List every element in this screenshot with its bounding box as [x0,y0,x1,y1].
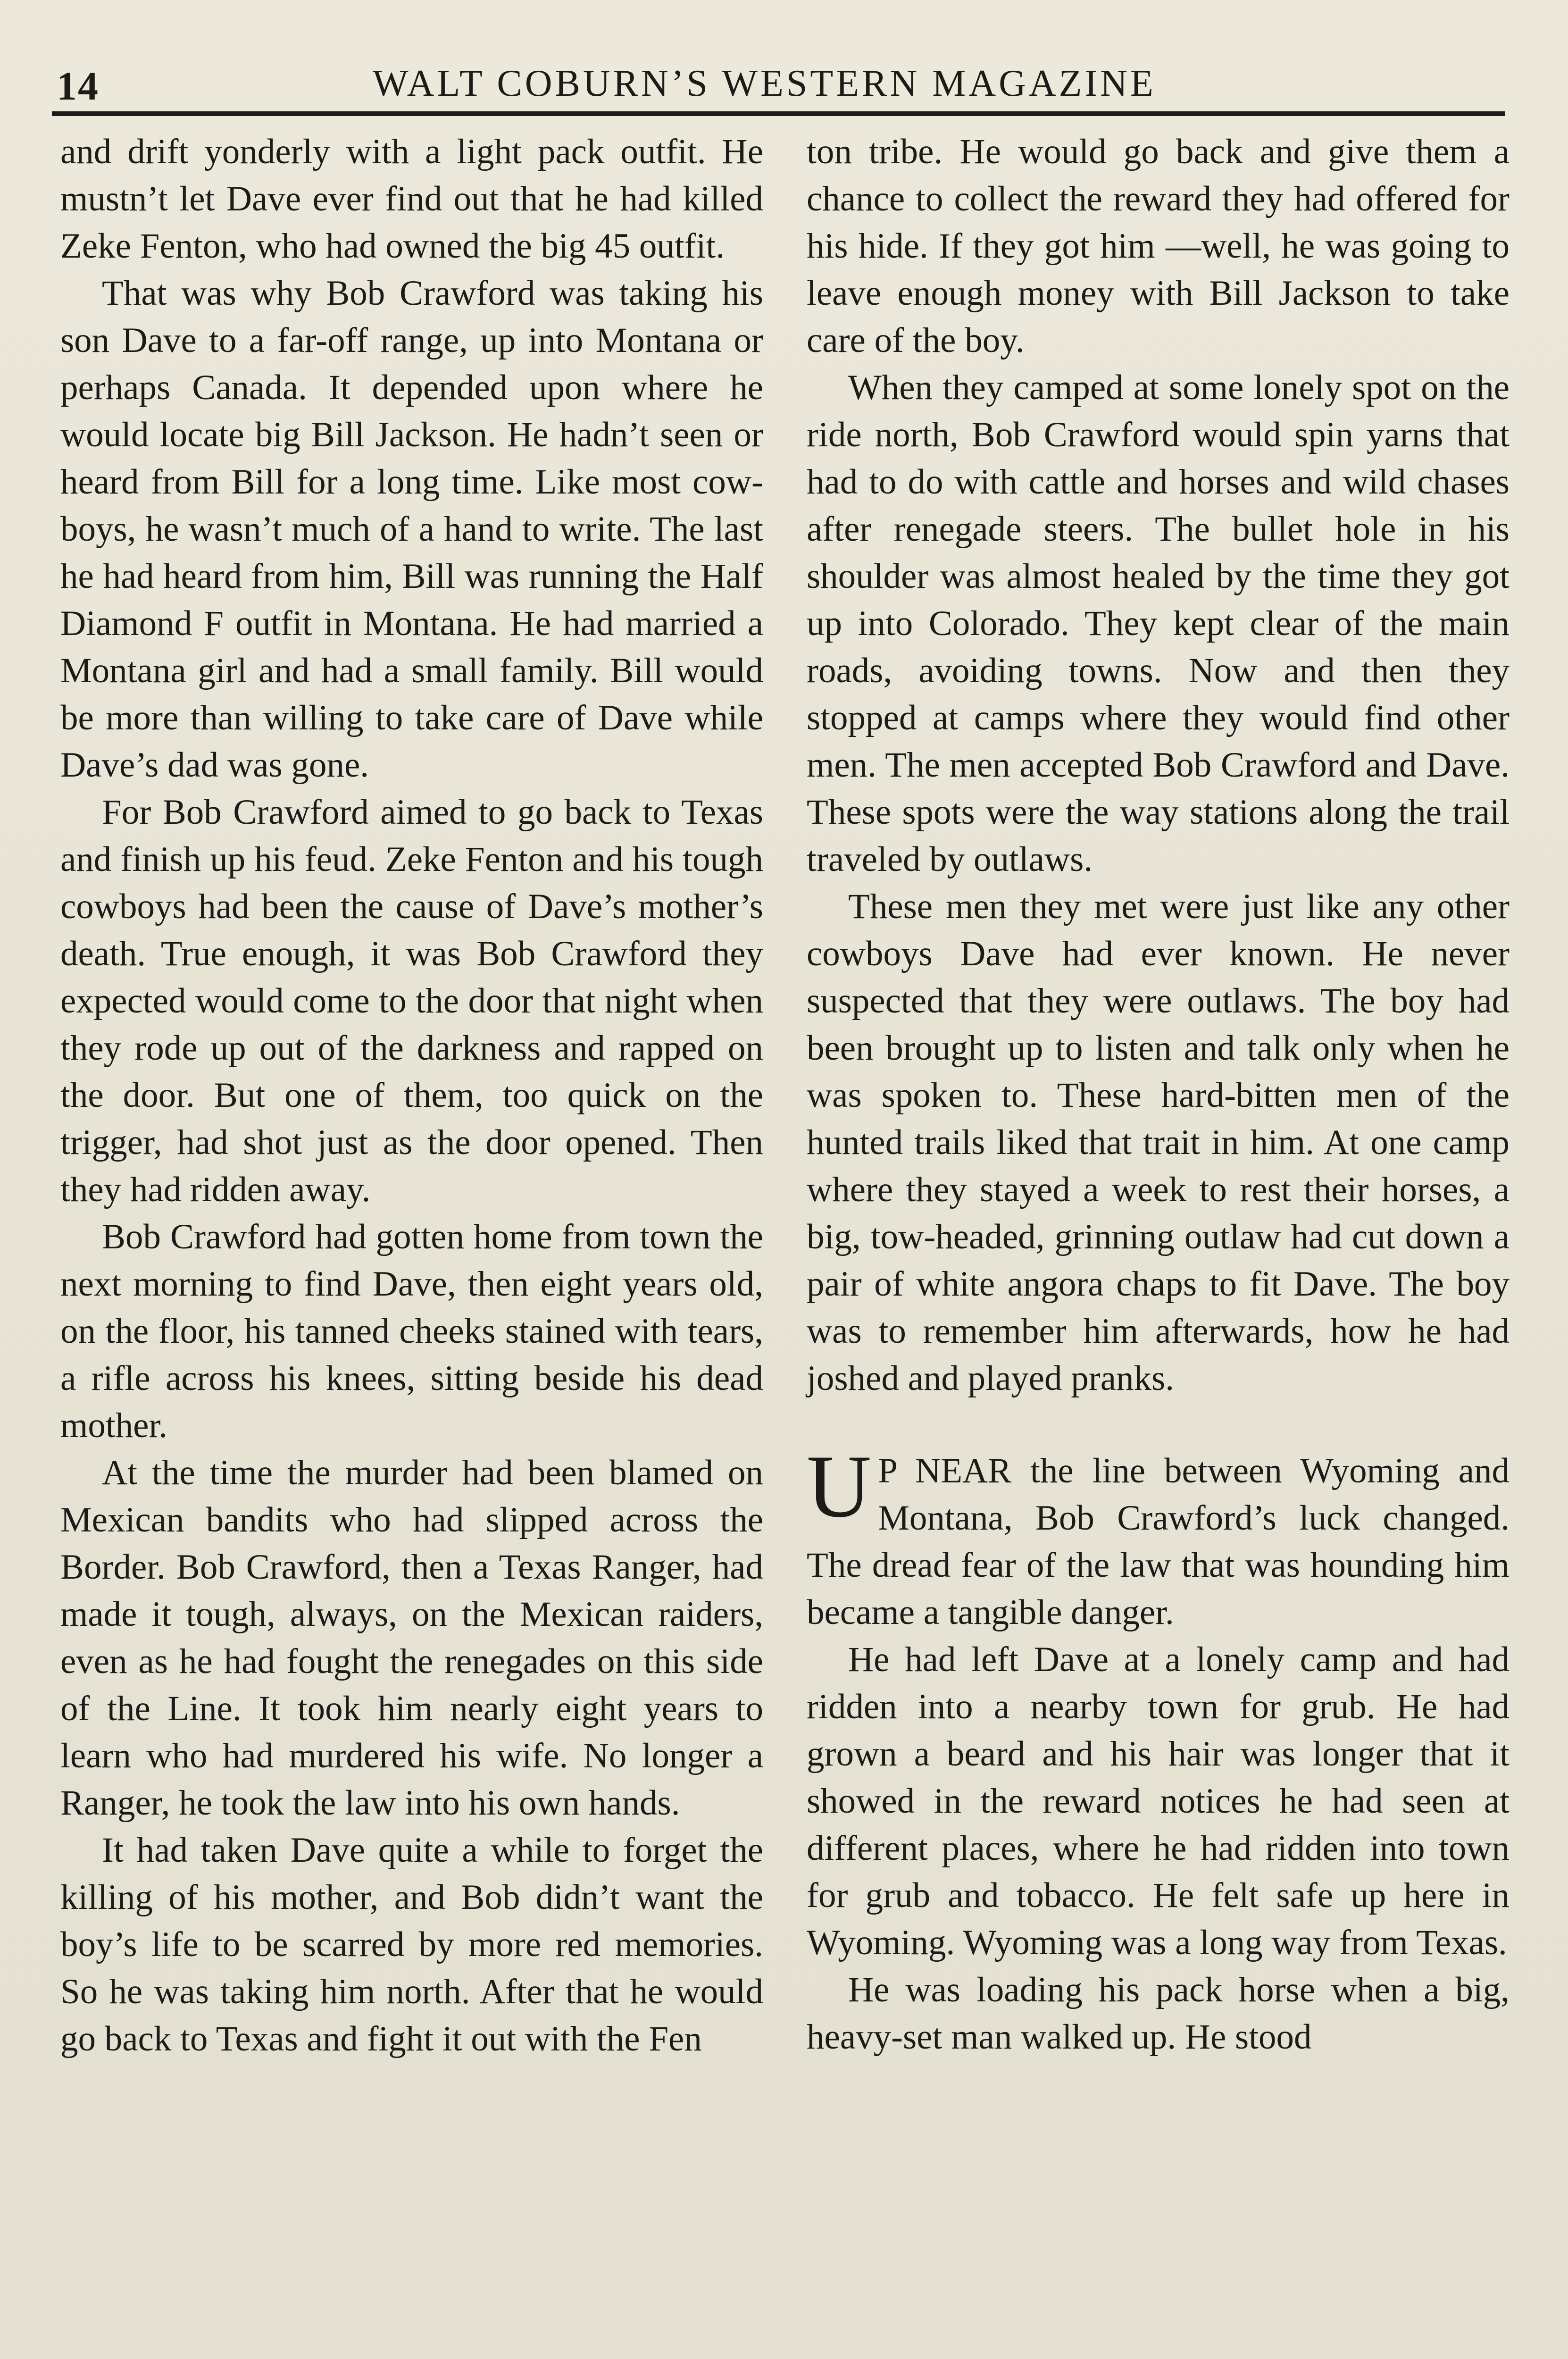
paragraph: That was why Bob Crawford was taking his son Dave to a far-off range, up into Montana or perhaps Canada. It depended upon where he would locate big Bill Jackson. He hadn’t seen or heard from Bill for a long time. Like most cowboys, he wasn’t much of a hand to write. The last he had heard from him, Bill was running the Half Diamond F outfit in Montana. He had married a Montana girl and had a small family. Bill would be more than willing to take care of Dave while Dave’s dad was gone. [60,274,763,785]
paragraph: and drift yonderly with a light pack outfit. He mustn’t let Dave ever find out that he had killed Zeke Fenton, who had owned the big 45 outfit. [60,132,763,266]
section-start-paragraph: UP NEAR the line between Wyoming and Montana, Bob Crawford’s luck changed. The dread fear of the law that was hounding him became a tangible danger. [807,1437,1510,1632]
paragraph: For Bob Crawford aimed to go back to Texas and finish up his feud. Zeke Fenton and his tough cowboys had been the cause of Dave’s mother’s death. True enough, it was Bob Crawford they expected would come to the door that night when they rode up out of the darkness and rapped on the door. But one of them, too quick on the trigger, had shot just as the door opened. Then they had ridden away. [60,793,763,1209]
paragraph: At the time the murder had been blamed on Mexican bandits who had slipped across the Border. Bob Crawford, then a Texas Ranger, had made it tough, always, on the Mexican raiders, even as he had fought the renegades on this side of the Line. It took him nearly eight years to learn who had murdered his wife. No longer a Ranger, he took the law into his own hands. [60,1453,763,1823]
magazine-title: WALT COBURN’S WESTERN MAGAZINE [373,63,1156,104]
page-header [52,56,1505,117]
paragraph: He had left Dave at a lonely camp and had ridden into a nearby town for grub. He had grown a beard and his hair was longer that it showed in the reward notices he had seen at different places, where he had ridden into town for grub and tobacco. He felt safe up here in Wyoming. Wyoming was a long way from Texas. [807,1640,1510,1962]
paragraph: He was loading his pack horse when a big, heavy-set man walked up. He stood [807,1970,1510,2057]
paragraph: ton tribe. He would go back and give them a chance to collect the reward they had offered for his hide. If they got him —well, he was going to leave enough money with Bill Jackson to take care of the boy. [807,132,1510,360]
paragraph: Bob Crawford had gotten home from town the next morning to find Dave, then eight years old, on the floor, his tanned cheeks stained with tears, a rifle across his knees, sitting beside his dead mother. [60,1217,763,1445]
paragraph: It had taken Dave quite a while to forget the killing of his mother, and Bob didn’t want the boy’s life to be scarred by more red memories. So he was taking him north. After that he would go back to Texas and fight it out with the Fen [60,1831,763,2058]
right-column [807,128,1510,2061]
header-rule [52,111,1505,116]
paragraph: These men they met were just like any other cowboys Dave had ever known. He never suspected that they were outlaws. The boy had been brought up to listen and talk only when he was spoken to. These hard-bitten men of the hunted trails liked that trait in him. At one camp where they stayed a week to rest their horses, a big, tow-headed, grinning outlaw had cut down a pair of white angora chaps to fit Dave. The boy was to remember him afterwards, how he had joshed and played pranks. [807,887,1510,1398]
page-number: 14 [57,63,99,109]
left-column [60,128,763,2063]
paragraph: When they camped at some lonely spot on the ride north, Bob Crawford would spin yarns that had to do with cattle and horses and wild chases after renegade steers. The bullet hole in his shoulder was almost healed by the time they got up into Colorado. They kept clear of the main roads, avoiding towns. Now and then they stopped at camps where they would find other men. The men accepted Bob Crawford and Dave. These spots were the way stations along the trail traveled by outlaws. [807,368,1510,879]
